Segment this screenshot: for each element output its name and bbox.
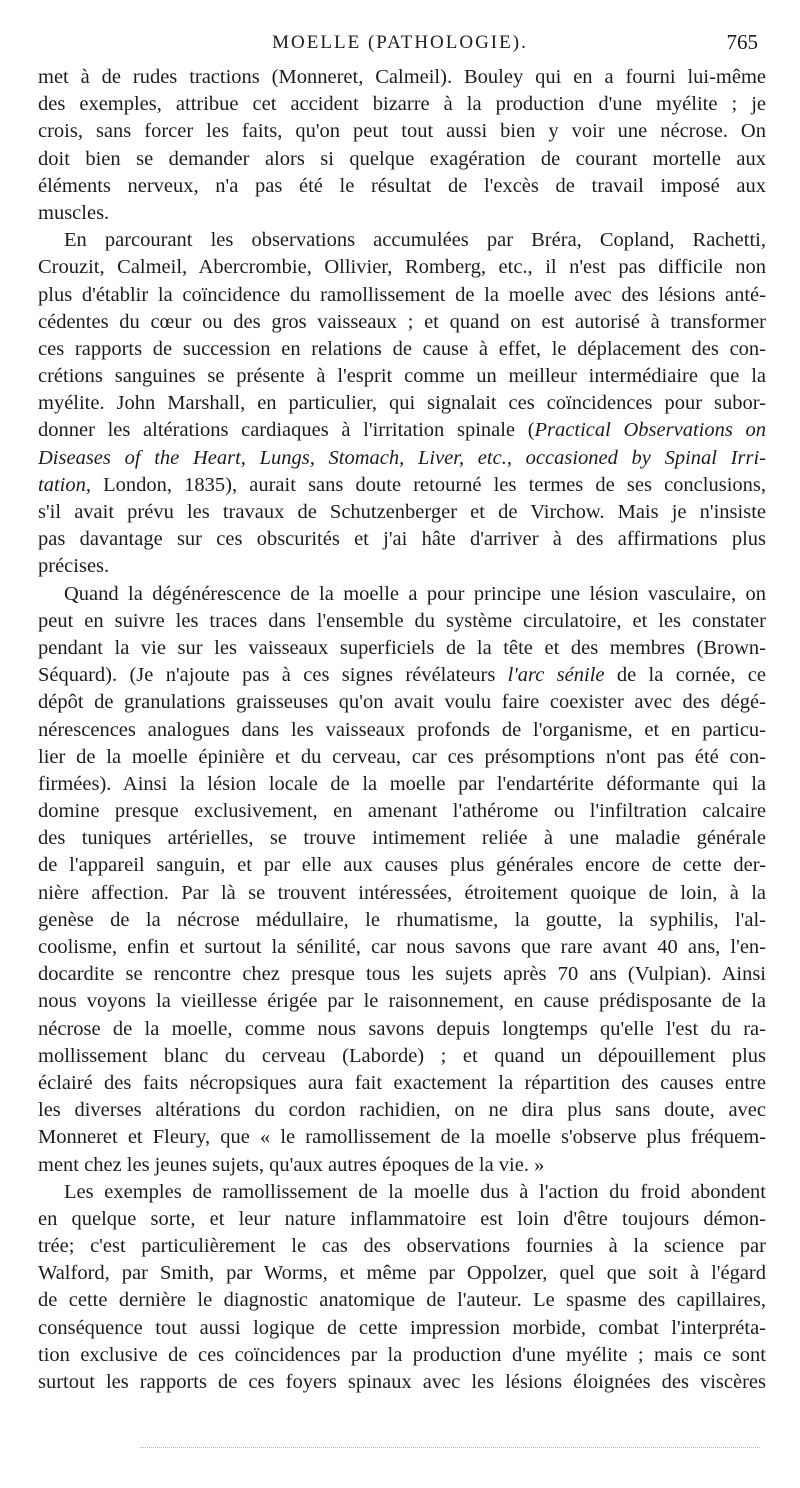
text-line: Walford, par Smith, par Worms, et même par Oppolzer, quel que soit à l'égard <box>38 1262 766 1285</box>
text-line: doit bien se demander alors si quelque exagération de courant mortelle aux <box>38 147 766 170</box>
text-line <box>38 662 766 689</box>
text-line: ment chez les jeunes sujets, qu'aux autres époques de la vie. » <box>38 1153 545 1176</box>
text-line: précises. <box>38 555 110 578</box>
text-line: nous voyons la vieillesse érigée par le raisonnement, en cause prédisposante de la <box>38 990 766 1013</box>
text-line: docardite se rencontre chez presque tous les sujets après 70 ans (Vulpian). Ainsi <box>38 963 766 986</box>
text-line: coolisme, enfin et surtout la sénilité, car nous savons que rare avant 40 ans, l'en- <box>38 936 766 958</box>
book-title-italic: Practical Observations on <box>534 419 766 442</box>
text-line: pas davantage sur ces obscurités et j'ai hâte d'arriver à des affirmations plus <box>38 528 766 551</box>
text-line: Quand la dégénérescence de la moelle a pour principe une lésion vasculaire, on <box>64 582 766 605</box>
text-line: nière affection. Par là se trouvent intéressées, étroitement quoique de loin, à la <box>38 881 766 904</box>
book-title-italic: Diseases of the Heart, Lungs, Stomach, Liver, etc., occasioned by Spinal Irri- <box>38 446 766 469</box>
text-line: dépôt de granulations graisseuses qu'on avait voulu faire coexister avec des dégé- <box>38 691 766 714</box>
text-line: s'il avait prévu les travaux de Schutzenberger et de Virchow. Mais je n'insiste <box>38 501 766 523</box>
text-line: mollissement blanc du cerveau (Laborde) ; et quand un dépouillement plus <box>38 1044 766 1067</box>
text-line: plus d'établir la coïncidence du ramollissement de la moelle avec des lésions anté- <box>38 283 766 306</box>
text-line: éléments nerveux, n'a pas été le résultat de l'excès de travail imposé aux <box>38 174 766 197</box>
text-line: surtout les rapports de ces foyers spinaux avec les lésions éloignées des viscères <box>38 1371 766 1393</box>
text-run: London, 1835), aurait sans doute retourné les termes de ses conclusions, <box>90 473 766 496</box>
text-line: les diverses altérations du cordon rachidien, on ne dira plus sans doute, avec <box>38 1099 766 1122</box>
text-line: conséquence tout aussi logique de cette impression morbide, combat l'interpréta- <box>38 1316 766 1339</box>
text-line: ces rapports de succession en relations de cause à effet, le déplacement des con- <box>38 337 766 360</box>
text-line: crois, sans forcer les faits, qu'on peut tout aussi bien y voir une nécrose. On <box>38 120 766 143</box>
text-line: crétions sanguines se présente à l'esprit comme un meilleur intermédiaire que la <box>38 365 766 388</box>
body-text <box>38 64 766 1396</box>
page-number: 765 <box>726 30 758 54</box>
text-line: trée; c'est particulièrement le cas des observations fournies à la science par <box>38 1235 766 1258</box>
text-line: nécrose de la moelle, comme nous savons depuis longtemps qu'elle l'est du ra- <box>38 1017 766 1040</box>
running-title: MOELLE (PATHOLOGIE). <box>272 32 528 53</box>
text-line: Crouzit, Calmeil, Abercrombie, Ollivier, Romberg, etc., il n'est pas difficile non <box>38 256 766 279</box>
text-line: tion exclusive de ces coïncidences par la production d'une myélite ; mais ce sont <box>38 1343 766 1366</box>
text-line: En parcourant les observations accumulées par Bréra, Copland, Rachetti, <box>64 229 766 252</box>
text-line: en quelque sorte, et leur nature inflammatoire est loin d'être toujours démon- <box>38 1207 766 1230</box>
text-line: muscles. <box>38 201 110 224</box>
text-line: firmées). Ainsi la lésion locale de la moelle par l'endartérite déformante qui la <box>38 772 766 795</box>
text-line: éclairé des faits nécropsiques aura fait exactement la répartition des causes entre <box>38 1071 766 1094</box>
book-title-italic: tation, <box>38 473 91 496</box>
text-line: Monneret et Fleury, que « le ramollissement de la moelle s'observe plus fréquem- <box>38 1126 766 1149</box>
text-line: cédentes du cœur ou des gros vaisseaux ; et quand on est autorisé à transformer <box>38 310 766 333</box>
text-line: de l'appareil sanguin, et par elle aux causes plus générales encore de cette der- <box>38 854 766 877</box>
text-line: lier de la moelle épinière et du cerveau, car ces présomptions n'ont pas été con- <box>38 745 766 768</box>
text-line: des exemples, attribue cet accident bizarre à la production d'une myélite ; je <box>38 93 766 116</box>
term-italic: l'arc sénile <box>507 664 605 687</box>
text-line <box>38 472 766 499</box>
text-line: nérescences analogues dans les vaisseaux profonds de l'organisme, et en particu- <box>38 718 766 741</box>
text-line: met à de rudes tractions (Monneret, Calmeil). Bouley qui en a fourni lui-même <box>38 66 766 88</box>
text-line <box>38 445 766 472</box>
text-line: Les exemples de ramollissement de la moelle dus à l'action du froid abondent <box>64 1180 766 1203</box>
text-run: donner les altérations cardiaques à l'irritation spinale ( <box>38 419 535 442</box>
text-run: Séquard). (Je n'ajoute pas à ces signes révélateurs <box>38 664 508 687</box>
running-head <box>0 30 800 60</box>
text-line <box>38 417 766 444</box>
bottom-divider <box>140 1447 760 1448</box>
text-line: pendant la vie sur les vaisseaux superficiels de la tête et des membres (Brown- <box>38 636 766 659</box>
text-line: de cette dernière le diagnostic anatomique de l'auteur. Le spasme des capillaires, <box>38 1289 766 1312</box>
text-line: myélite. John Marshall, en particulier, qui signalait ces coïncidences pour subor- <box>38 392 766 415</box>
text-line: des tuniques artérielles, se trouve intimement reliée à une maladie générale <box>38 827 766 850</box>
text-line: peut en suivre les traces dans l'ensemble du système circulatoire, et les constater <box>38 609 766 632</box>
text-line: genèse de la nécrose médullaire, le rhumatisme, la goutte, la syphilis, l'al- <box>38 908 766 931</box>
text-line: domine presque exclusivement, en amenant l'athérome ou l'infiltration calcaire <box>38 800 766 823</box>
text-run: de la cornée, ce <box>604 664 766 687</box>
